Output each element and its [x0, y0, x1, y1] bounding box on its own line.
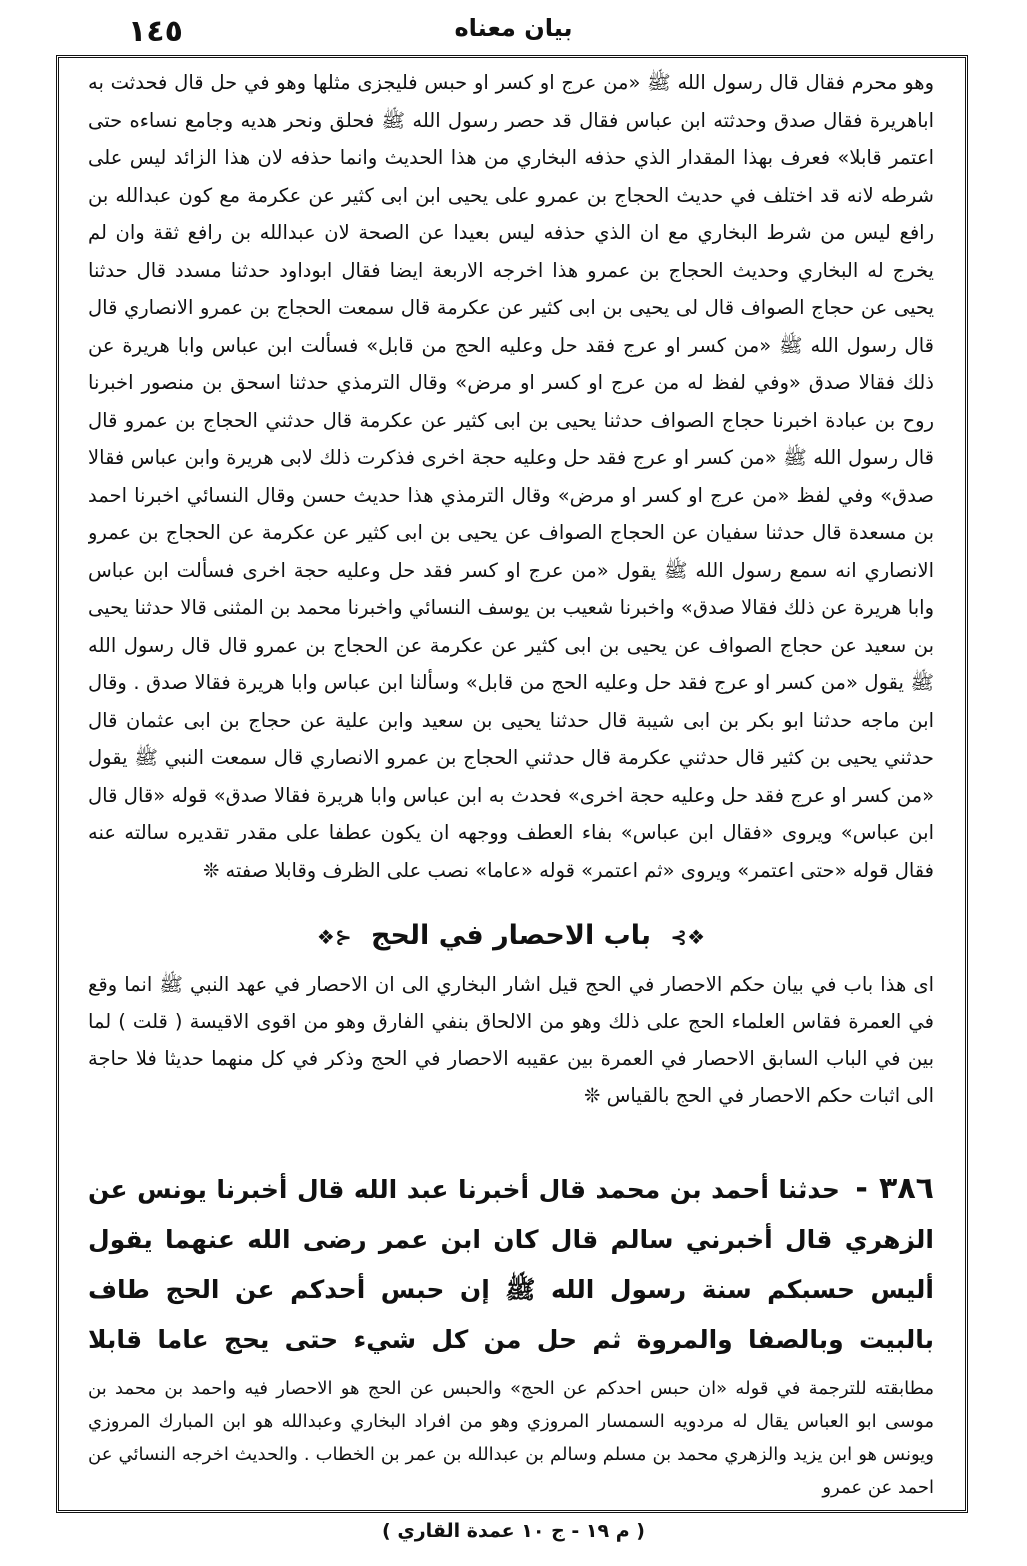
- page-number: ١٤٥: [128, 14, 183, 49]
- running-head: بیان معناه: [454, 14, 573, 42]
- commentary-paragraph: وهو محرم فقال قال رسول الله ﷺ «من عرج او كسر او حبس فليجزى مثلها وهو في حل قال فحدثت به اباهريرة فقال صدق وحدثته ابن عباس فقال قد حصر رسول الله ﷺ فحلق ونحر هديه وجامع نساءه حتى اعتمر قابلا» فعرف بهذا المقدار الذي حذفه البخاري من هذا الحديث وانما حذفه لان هذا الزائد ليس على شرطه لانه قد اختلف في حديث الحجاج بن عمرو على يحيى ابن ابى كثير عن عكرمة مع كون عبدالله بن رافع ليس من شرط البخاري مع ان الذي حذفه ليس بعيدا عن الصحة لان عبدالله بن رافع ثقة وان لم يخرج له البخاري وحديث الحجاج بن عمرو هذا اخرجه الاربعة ايضا فقال ابوداود حدثنا مسدد قال حدثنا يحيى عن حجاج الصواف قال لى يحيى بن ابى كثير عن عكرمة قال سمعت الحجاج بن عمرو الانصاري قال قال رسول الله ﷺ «من كسر او عرج فقد حل وعليه الحج من قابل» فسألت ابن عباس وابا هريرة عن ذلك فقالا صدق «وفي لفظ له من عرج او كسر او مرض» وقال الترمذي حدثنا اسحق بن منصور اخبرنا روح بن عبادة اخبرنا حجاج الصواف حدثنا يحيى بن ابى كثير عن عكرمة قال حدثني الحجاج بن عمرو قال قال رسول الله ﷺ «من كسر او عرج فقد حل وعليه حجة اخرى فذكرت ذلك لابى هريرة وابن عباس فقالا صدق» وفي لفظ «من عرج او كسر او مرض» وقال الترمذي هذا حديث حسن وقال النسائي اخبرنا احمد بن مسعدة قال حدثنا سفيان عن الحجاج الصواف عن يحيى بن ابى كثير عن عكرمة عن الحجاج بن عمرو الانصاري انه سمع رسول الله ﷺ يقول «من عرج او كسر فقد حل وعليه حجة اخرى فسألت ابن عباس وابا هريرة عن ذلك فقالا صدق» واخبرنا شعيب بن يوسف النسائي واخبرنا محمد بن المثنى قالا حدثنا يحيى بن سعيد عن حجاج الصواف عن يحيى بن ابى كثير عن عكرمة عن الحجاج بن عمرو قال قال رسول الله ﷺ يقول «من كسر او عرج فقد حل وعليه الحج من قابل» وسألنا ابن عباس وابا هريرة فقالا صدق . وقال ابن ماجه حدثنا ابو بكر بن ابى شيبة قال حدثنا يحيى بن سعيد وابن علية عن حجاج بن ابى عثمان قال حدثني يحيى بن كثير قال حدثني عكرمة قال حدثني الحجاج بن عمرو الانصاري قال سمعت النبي ﷺ يقول «من كسر او عرج فقد حل وعليه حجة اخرى» فحدث به ابن عباس وابا هريرة فقالا صدق» قوله «قال قال ابن عباس» ويروى «فقال ابن عباس» بفاء العطف ووجهه ان يكون عطفا على مقدر تقديره سالته عنه فقال قوله «حتى اعتمر» ويروى «ثم اعتمر» قوله «عاما» نصب على الظرف وقابلا صفته ❊: [88, 71, 934, 882]
- chapter-title: باب الاحصار في الحج: [370, 920, 652, 951]
- footer-reference: ( م ١٩ - ج ١٠ عمدة القاري ): [382, 1520, 645, 1542]
- page-content: [88, 64, 934, 1504]
- chapter-heading: [88, 916, 934, 956]
- hadith-commentary: مطابقته للترجمة في قوله «ان حبس احدكم عن الحج» والحبس عن الحج هو الاحصار فيه واحمد بن محمد بن موسى ابو العباس يقال له مردويه السمسار المروزي وهو من افراد البخاري وعبدالله هو ابن المبارك المروزي ويونس هو ابن يزيد والزهري محمد بن مسلم وسالم بن عبدالله بن عمر بن الخطاب . والحديث اخرجه النسائي عن احمد عن عمرو: [88, 1378, 934, 1498]
- ornament-right: ❖⊱: [670, 925, 706, 949]
- ornament-left: ⊰❖: [316, 925, 352, 949]
- hadith-text-block: [88, 1164, 934, 1364]
- hadith-text: حدثنا أحمد بن محمد قال أخبرنا عبد الله قال أخبرنا يونس عن الزهري قال أخبرني سالم قال كان ابن عمر رضى الله عنهما يقول أليس حسبكم سنة رسول الله ﷺ إن حبس أحدكم عن الحج طاف بالبيت وبالصفا والمروة ثم حل من كل شيء حتى يحج عاما قابلا: [88, 1175, 934, 1354]
- chapter-commentary: اى هذا باب في بيان حكم الاحصار في الحج قيل اشار البخاري الى ان الاحصار في عهد النبي ﷺ انما وقع في العمرة فقاس العلماء الحج على ذلك وهو من الالحاق بنفي الفارق وهو من اقوى الاقيسة ( قلت ) لما بين في الباب السابق الاحصار في العمرة بين عقيبه الاحصار في الحج وذكر في كل منهما حديثا فلا حاجة الى اثبات حكم الاحصار في الحج بالقياس ❊: [88, 973, 934, 1107]
- hadith-number: ٣٨٦ -: [855, 1171, 934, 1206]
